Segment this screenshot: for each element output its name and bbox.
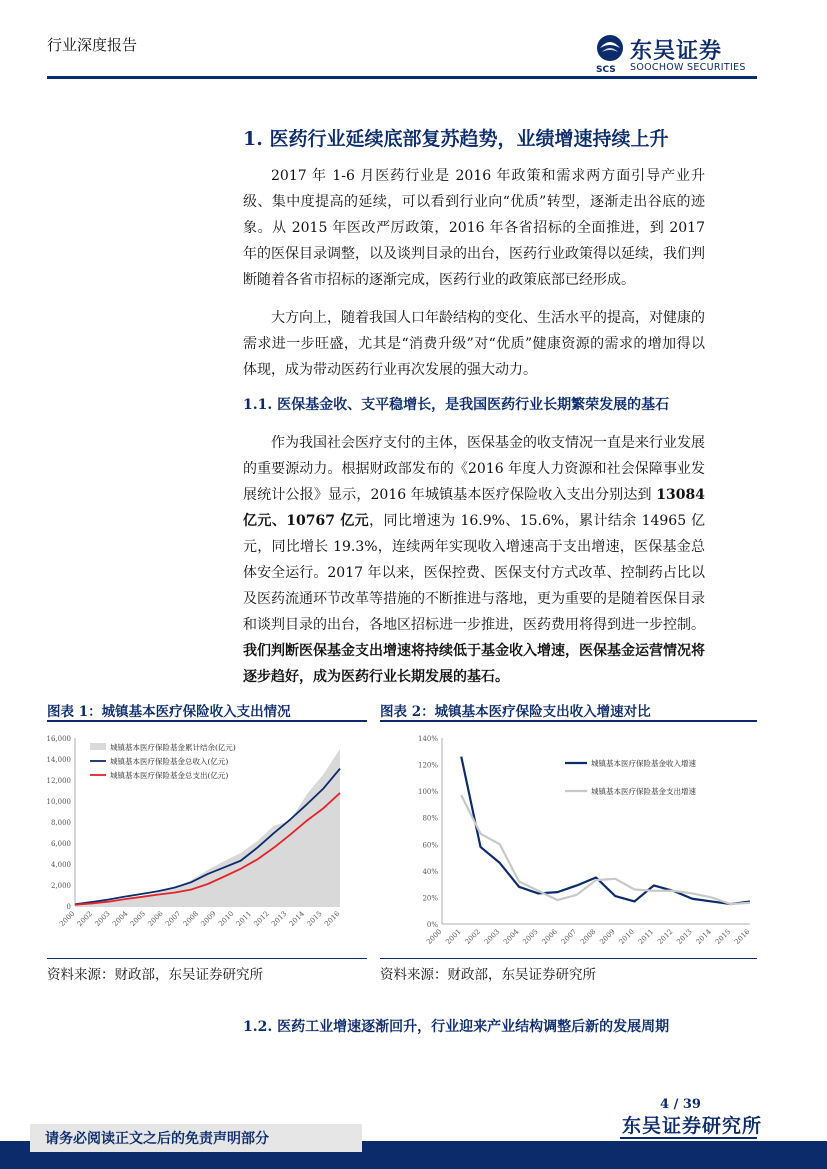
x-tick-label: 2008 (181, 909, 201, 929)
y-tick-label: 100% (417, 788, 438, 797)
y-tick-label: 2,000 (50, 882, 71, 890)
logo-english-name: SOOCHOW SECURITIES (630, 62, 746, 73)
x-tick-label: 2010 (217, 909, 236, 929)
y-tick-label: 4,000 (50, 861, 71, 869)
x-tick-label: 2016 (733, 927, 752, 947)
x-tick-label: 2012 (252, 909, 271, 929)
x-tick-label: 2001 (444, 927, 463, 947)
paragraph-3-text-b: ，同比增速为 16.9%、15.6%，累计结余 14965 亿元，同比增长 19.3%，连续两年实现收入增速高于支出增速，医保基金总体安全运行。2017 年以来，医保控费、医保支付方式改革、控制药占比以及医药流通环节改革等措施的不断推进与落地，更为重要的是随着医保目录和谈判目录的出台，各地区招标进一步推进，医药费用将得到进一步控制。 (243, 513, 705, 633)
y-tick-label: 0% (426, 921, 438, 929)
section-1-title: 1. 医药行业延续底部复苏趋势，业绩增速持续上升 (243, 128, 669, 150)
figure-2-bottom-rule (380, 958, 757, 959)
y-tick-label: 60% (422, 841, 438, 850)
figure-1-bottom-rule (47, 958, 367, 959)
chart-2-growth-comparison (410, 728, 760, 953)
legend-label-1: 城镇基本医疗保险基金支出增速 (591, 787, 696, 796)
x-tick-label: 2016 (323, 909, 342, 929)
paragraph-2-text: 大方向上，随着我国人口年龄结构的变化、生活水平的提高，对健康的需求进一步旺盛，尤其是“消费升级”对“优质”健康资源的需求的增加得以体现，成为带动医药行业再次发展的强大动力。 (243, 310, 705, 378)
disclaimer-text: 请务必阅读正文之后的免责声明部分 (45, 1131, 269, 1147)
x-tick-label: 2013 (270, 909, 289, 929)
legend-label-0: 城镇基本医疗保险基金累计结余(亿元) (110, 743, 236, 752)
x-tick-label: 2015 (713, 927, 733, 947)
x-tick-label: 2000 (425, 927, 444, 947)
y-tick-label: 14,000 (46, 756, 71, 764)
legend-swatch-0 (90, 743, 106, 750)
x-tick-label: 2006 (146, 909, 165, 929)
y-tick-label: 120% (417, 761, 438, 770)
x-tick-label: 2002 (75, 909, 95, 929)
scs-logo-icon (596, 35, 623, 75)
paragraph-2 (243, 305, 705, 383)
y-tick-label: 140% (417, 735, 438, 743)
section-1-1-title: 1.1. 医保基金收、支平稳增长，是我国医药行业长期繁荣发展的基石 (243, 397, 670, 413)
x-tick-label: 2011 (234, 909, 254, 929)
x-tick-label: 2004 (111, 909, 130, 929)
footer-institute-rule (620, 1137, 757, 1139)
header-rule (47, 76, 757, 79)
paragraph-3-bold-conclusion: 我们判断医保基金支出增速将持续低于基金收入增速，医保基金运营情况将逐步趋好，成为医药行业长期发展的基石。 (243, 643, 705, 685)
figure-2-title-rule (380, 720, 757, 722)
chart-1-insurance-income-expense (30, 728, 360, 953)
x-tick-label: 2008 (579, 927, 598, 947)
y-tick-label: 40% (422, 867, 438, 876)
section-1-2-title: 1.2. 医药工业增速逐渐回升，行业迎来产业结构调整后新的发展周期 (243, 1019, 670, 1035)
figure-2-source: 资料来源：财政部，东吴证券研究所 (380, 967, 596, 983)
x-tick-label: 2010 (617, 927, 636, 947)
x-tick-label: 2003 (482, 927, 502, 947)
paragraph-3-text-a: 作为我国社会医疗支付的主体，医保基金的收支情况一直是来行业发展的重要源动力。根据财政部发布的《2016 年度人力资源和社会保障事业发展统计公报》显示，2016 年城镇基本医疗保险收入支出分别达到 (243, 435, 705, 503)
x-tick-label: 2011 (636, 927, 656, 947)
y-tick-label: 12,000 (46, 777, 71, 785)
x-tick-label: 2007 (164, 909, 183, 929)
x-tick-label: 2005 (521, 927, 540, 947)
x-tick-label: 2009 (598, 927, 617, 947)
figure-1-title-rule (47, 720, 367, 722)
footer-institute: 东吴证券研究所 (622, 1115, 763, 1137)
x-tick-label: 2004 (502, 927, 521, 947)
figure-1-title: 图表 1：城镇基本医疗保险收入支出情况 (47, 704, 291, 720)
legend-label-2: 城镇基本医疗保险基金总支出(亿元) (110, 771, 229, 780)
legend-label-1: 城镇基本医疗保险基金总收入(亿元) (110, 757, 229, 766)
x-tick-label: 2006 (540, 927, 559, 947)
legend-label-0: 城镇基本医疗保险基金收入增速 (591, 759, 696, 768)
x-tick-label: 2007 (559, 927, 579, 947)
paragraph-1 (243, 163, 705, 293)
page-number: 4 / 39 (660, 1097, 701, 1112)
x-tick-label: 2015 (305, 909, 324, 929)
y-tick-label: 10,000 (46, 798, 71, 806)
x-tick-label: 2013 (675, 927, 694, 947)
y-tick-label: 8,000 (50, 819, 71, 827)
y-tick-label: 20% (422, 894, 438, 903)
x-tick-label: 2002 (463, 927, 482, 947)
figure-2-title: 图表 2：城镇基本医疗保险支出收入增速对比 (380, 704, 651, 720)
x-tick-label: 2014 (287, 909, 307, 929)
y-tick-label: 0 (66, 903, 71, 911)
x-tick-label: 2003 (93, 909, 112, 929)
y-tick-label: 80% (422, 814, 438, 823)
report-type-label: 行业深度报告 (47, 36, 138, 54)
line-series-0 (461, 757, 750, 904)
x-tick-label: 2005 (128, 909, 148, 929)
x-tick-label: 2014 (694, 927, 713, 947)
y-tick-label: 16,000 (46, 735, 71, 743)
paragraph-3-bold-figures: 13084 亿元、10767 亿元 (243, 487, 705, 529)
figure-1-source: 资料来源：财政部，东吴证券研究所 (47, 967, 263, 983)
x-tick-label: 2009 (199, 909, 218, 929)
logo-chinese-name: 东吴证券 (630, 39, 723, 64)
paragraph-3 (243, 430, 705, 690)
y-tick-label: 6,000 (50, 840, 71, 848)
x-tick-label: 2000 (58, 909, 77, 929)
svg-text:SCS: SCS (596, 65, 616, 75)
paragraph-1-text: 2017 年 1-6 月医药行业是 2016 年政策和需求两方面引导产业升级、集中度提高的延续，可以看到行业向“优质”转型，逐渐走出谷底的迹象。从 2015 年医改严厉政策，2016 年各省招标的全面推进，到 2017 年的医保目录调整，以及谈判目录的出台，医药行业政策得以延续，我们判断随着各省市招标的逐渐完成，医药行业的政策底部已经形成。 (243, 168, 705, 288)
x-tick-label: 2012 (656, 927, 675, 947)
